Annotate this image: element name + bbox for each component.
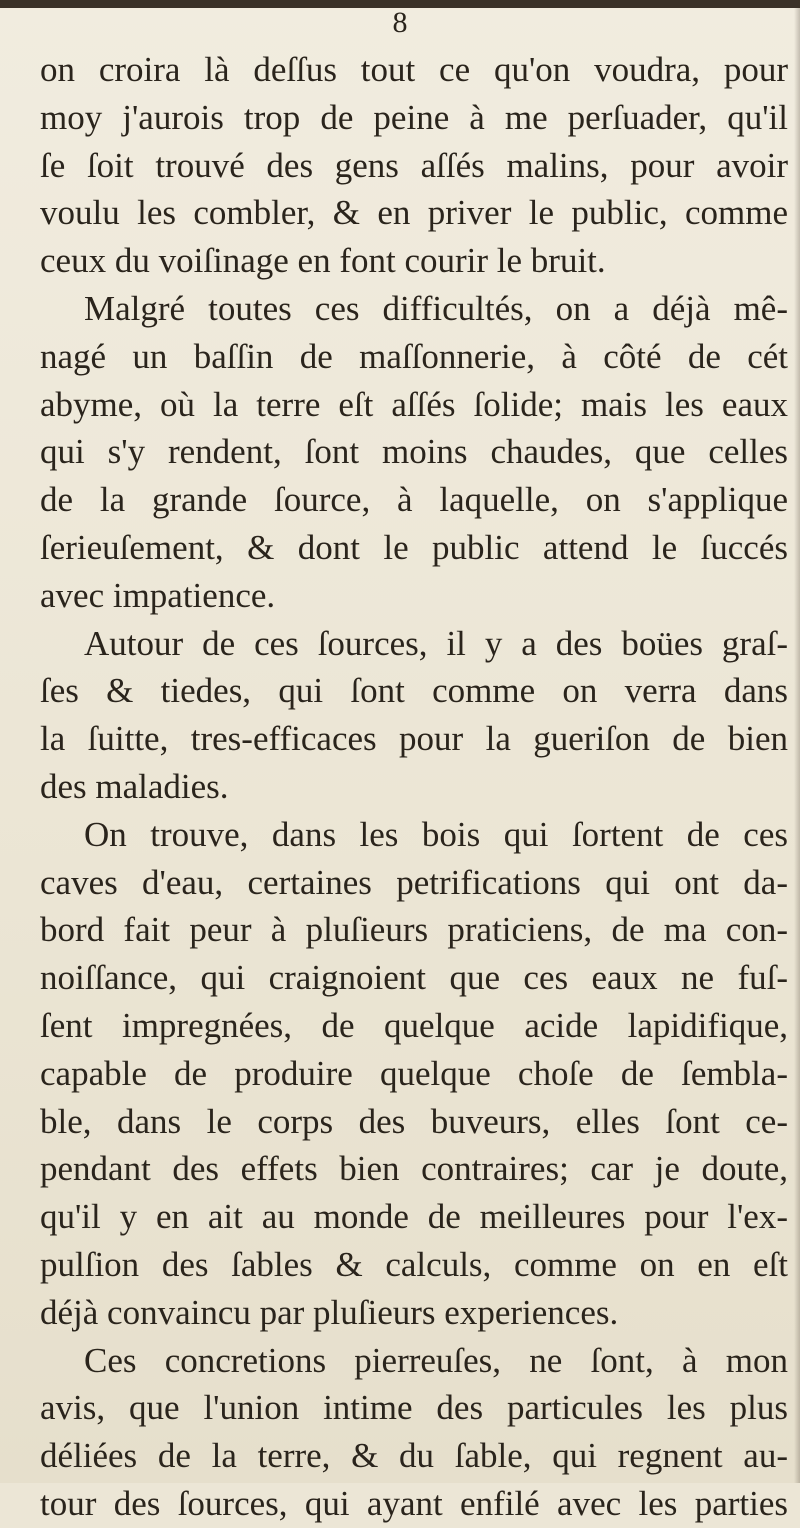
text-line: avec impatience. [40,575,276,615]
text-line: déliées de la terre, & du ſable, qui regnent au- [40,1436,788,1476]
text-line: ſes & tiedes, qui ſont comme on verra dans [40,671,788,711]
text-line: bord fait peur à pluſieurs praticiens, de ma con- [40,910,788,950]
text-line: avis, que l'union intime des particules les plus [40,1388,788,1428]
text-line: qu'il y en ait au monde de meilleures pour l'ex- [40,1197,788,1237]
text-line: ſerieuſement, & dont le public attend le ſuccés [40,527,788,567]
text-line: noiſſance, qui craignoient que ces eaux ne fuſ- [40,958,788,998]
text-line: abyme, où la terre eſt aſſés ſolide; mais les eaux [40,384,788,424]
text-line: capable de produire quelque choſe de ſembla- [40,1053,788,1093]
text-line: Malgré toutes ces difficultés, on a déjà mê- [84,288,788,328]
text-line: la ſuitte, tres-efficaces pour la gueriſon de bien [40,719,788,759]
text-line: pendant des effets bien contraires; car je doute, [40,1149,788,1189]
text-line: ſe ſoit trouvé des gens aſſés malins, pour avoir [40,145,788,185]
page-edge-shadow [794,0,800,1483]
text-line: qui s'y rendent, ſont moins chaudes, que celles [40,432,788,472]
text-line: ble, dans le corps des buveurs, elles ſont ce- [40,1101,788,1141]
text-line: des maladies. [40,766,229,806]
text-line: Autour de ces ſources, il y a des boües graſ- [84,623,788,663]
body-text [40,46,788,1528]
text-line: pulſion des ſables & calculs, comme on en eſt [40,1244,788,1284]
text-line: on croira là deſſus tout ce qu'on voudra, pour [40,50,788,89]
text-line: de la grande ſource, à laquelle, on s'applique [40,480,788,520]
text-line: tour des ſources, qui ayant enfilé avec les parties [40,1483,788,1523]
text-line: nagé un baſſin de maſſonnerie, à côté de cét [40,336,788,376]
text-line: ceux du voiſinage en font courir le bruit. [40,241,606,281]
text-line: On trouve, dans les bois qui ſortent de ces [84,814,788,854]
text-line: caves d'eau, certaines petrifications qui ont da- [40,862,788,902]
text-line: ſent impregnées, de quelque acide lapidifique, [40,1005,788,1045]
text-line: Ces concretions pierreuſes, ne ſont, à mon [84,1340,788,1380]
text-line: moy j'aurois trop de peine à me perſuader, qu'il [40,97,788,137]
page-number: 8 [392,6,408,39]
text-line: voulu les combler, & en priver le public, comme [40,193,788,233]
text-line: déjà convaincu par pluſieurs experiences. [40,1292,619,1332]
